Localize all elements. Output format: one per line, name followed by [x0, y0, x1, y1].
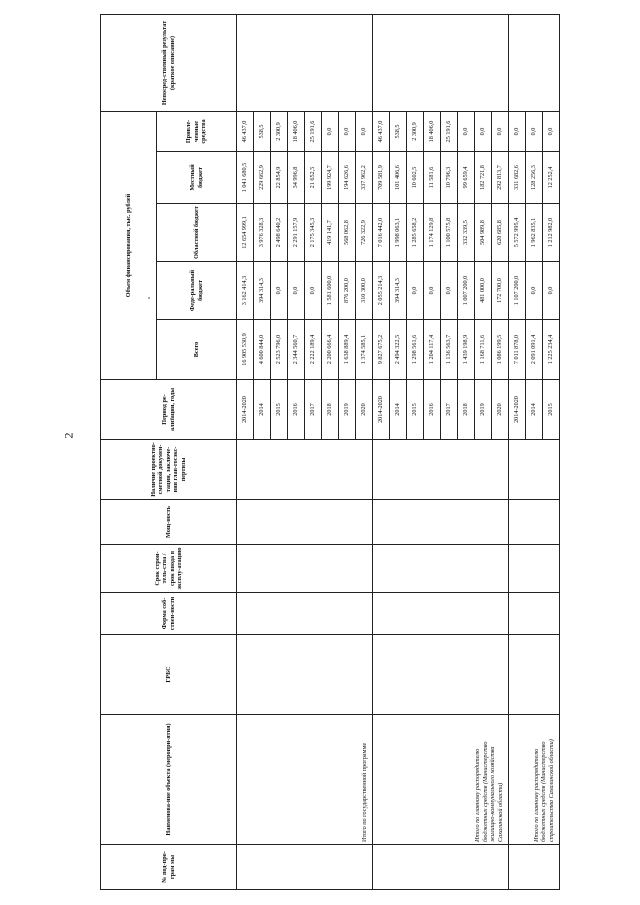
- table-row: [237, 14, 254, 889]
- docs-cell: [509, 440, 560, 500]
- period-cell: 2016: [288, 380, 305, 440]
- period-cell: 2014: [390, 380, 407, 440]
- result-cell: [237, 14, 373, 111]
- regional-cell: 726 322,9: [356, 204, 373, 262]
- local-cell: 10 796,3: [441, 152, 458, 204]
- total-cell: 2 200 666,4: [322, 320, 339, 380]
- regional-cell: 1 212 982,0: [543, 204, 560, 262]
- regional-cell: 3 976 328,3: [254, 204, 271, 262]
- total-cell: 1 638 889,4: [339, 320, 356, 380]
- federal-cell: 1 107 200,0: [509, 262, 526, 320]
- federal-cell: 3 162 414,3: [237, 262, 254, 320]
- total-cell: 9 827 675,2: [373, 320, 390, 380]
- num-cell: [509, 845, 560, 890]
- regional-cell: 419 141,7: [322, 204, 339, 262]
- attracted-cell: 46 437,0: [237, 111, 254, 151]
- header-period: Период ре-ализации, годы: [101, 380, 237, 440]
- local-cell: 199 924,7: [322, 152, 339, 204]
- period-cell: 2017: [305, 380, 322, 440]
- form-cell: [237, 593, 373, 635]
- header-ownership: Форма соб-ствен-ности: [101, 593, 237, 635]
- regional-cell: 2 498 640,2: [271, 204, 288, 262]
- header-term: Срок строи-тель-ства / срок ввода в эксплу-атацию: [101, 545, 237, 593]
- attracted-cell: 0,0: [475, 111, 492, 151]
- period-cell: 2015: [543, 380, 560, 440]
- total-cell: 1 225 234,4: [543, 320, 560, 380]
- local-cell: 709 581,9: [373, 152, 390, 204]
- total-cell: 2 494 322,5: [390, 320, 407, 380]
- grbs-cell: [509, 635, 560, 715]
- page-number: 2: [61, 432, 76, 439]
- group-label: Итого по государственной программе: [237, 715, 373, 845]
- num-cell: [373, 845, 509, 890]
- form-cell: [373, 593, 509, 635]
- regional-cell: 620 685,8: [492, 204, 509, 262]
- period-cell: 2020: [356, 380, 373, 440]
- federal-cell: 0,0: [305, 262, 322, 320]
- period-cell: 2017: [441, 380, 458, 440]
- federal-cell: 0,0: [271, 262, 288, 320]
- federal-cell: 1 007 200,0: [458, 262, 475, 320]
- total-cell: 1 374 585,1: [356, 320, 373, 380]
- regional-cell: 1 962 835,1: [526, 204, 543, 262]
- federal-cell: 310 300,0: [356, 262, 373, 320]
- attracted-cell: 0,0: [458, 111, 475, 151]
- table-row: [509, 14, 526, 889]
- federal-cell: 481 000,0: [475, 262, 492, 320]
- total-cell: 1 204 117,4: [424, 320, 441, 380]
- docs-cell: [237, 440, 373, 500]
- regional-cell: 12 654 999,1: [237, 204, 254, 262]
- local-cell: 128 256,3: [526, 152, 543, 204]
- period-cell: 2014: [526, 380, 543, 440]
- regional-cell: 5 572 995,4: [509, 204, 526, 262]
- attracted-cell: 0,0: [339, 111, 356, 151]
- attracted-cell: 2 300,9: [271, 111, 288, 151]
- regional-cell: 568 062,8: [339, 204, 356, 262]
- federal-cell: 0,0: [526, 262, 543, 320]
- total-cell: 16 905 530,9: [237, 320, 254, 380]
- local-cell: 34 996,8: [288, 152, 305, 204]
- header-funding: Объем финансирования, тыс. рублей: [101, 111, 157, 379]
- regional-cell: 2 291 157,9: [288, 204, 305, 262]
- local-cell: 12 252,4: [543, 152, 560, 204]
- total-cell: 1 439 198,9: [458, 320, 475, 380]
- local-cell: 182 721,8: [475, 152, 492, 204]
- total-cell: 1 168 711,6: [475, 320, 492, 380]
- attracted-cell: 0,0: [322, 111, 339, 151]
- regional-cell: 332 339,5: [458, 204, 475, 262]
- attracted-cell: 0,0: [492, 111, 509, 151]
- attracted-cell: 25 191,6: [441, 111, 458, 151]
- attracted-cell: 0,0: [356, 111, 373, 151]
- period-cell: 2018: [322, 380, 339, 440]
- federal-cell: 0,0: [424, 262, 441, 320]
- local-cell: 10 602,5: [407, 152, 424, 204]
- federal-cell: 394 314,3: [254, 262, 271, 320]
- term-cell: [237, 545, 373, 593]
- total-cell: 7 011 878,0: [509, 320, 526, 380]
- result-cell: [373, 14, 509, 111]
- result-cell: [509, 14, 560, 111]
- group-label: Итого по главному распорядителю бюджетных средств (Министерство строительства Сахалинской области): [509, 715, 560, 845]
- local-cell: 194 626,6: [339, 152, 356, 204]
- period-cell: 2015: [271, 380, 288, 440]
- local-cell: 337 962,2: [356, 152, 373, 204]
- power-cell: [373, 500, 509, 545]
- total-cell: 1 086 199,5: [492, 320, 509, 380]
- header-local: Местный бюджет: [157, 152, 237, 204]
- local-cell: 229 662,9: [254, 152, 271, 204]
- attracted-cell: 25 191,6: [305, 111, 322, 151]
- power-cell: [237, 500, 373, 545]
- funding-table: [100, 14, 560, 890]
- total-cell: 2 091 091,4: [526, 320, 543, 380]
- period-cell: 2020: [492, 380, 509, 440]
- header-attracted: Привле-ченные средства: [157, 111, 237, 151]
- regional-cell: 504 989,8: [475, 204, 492, 262]
- header-num: № под-про-грам мы: [101, 845, 237, 890]
- header-total: Всего: [157, 320, 237, 380]
- rotated-table-page: [100, 15, 625, 890]
- period-cell: 2014: [254, 380, 271, 440]
- attracted-cell: 2 300,9: [407, 111, 424, 151]
- local-cell: 21 652,5: [305, 152, 322, 204]
- regional-cell: 1 998 063,1: [390, 204, 407, 262]
- form-cell: [509, 593, 560, 635]
- attracted-cell: 538,5: [254, 111, 271, 151]
- header-docs: Наличие проектно-сметной докумен-тации, заключе-ния глав-госэкс-пертизы: [101, 440, 237, 500]
- header-power: Мощ-ность: [101, 500, 237, 545]
- attracted-cell: 538,5: [390, 111, 407, 151]
- attracted-cell: 46 437,0: [373, 111, 390, 151]
- local-cell: 22 854,9: [271, 152, 288, 204]
- regional-cell: 1 174 129,8: [424, 204, 441, 262]
- local-cell: 101 406,6: [390, 152, 407, 204]
- federal-cell: 0,0: [407, 262, 424, 320]
- grbs-cell: [373, 635, 509, 715]
- period-cell: 2014-2020: [373, 380, 390, 440]
- period-cell: 2018: [458, 380, 475, 440]
- period-cell: 2019: [475, 380, 492, 440]
- num-cell: [237, 845, 373, 890]
- federal-cell: 0,0: [441, 262, 458, 320]
- group-label: Итого по главному распорядителю бюджетных средств (Министерство жилищно-коммунального хозяйства Сахалинской области): [373, 715, 509, 845]
- federal-cell: 2 055 214,3: [373, 262, 390, 320]
- header-federal: Феде-ральный бюджет: [157, 262, 237, 320]
- regional-cell: 2 175 345,3: [305, 204, 322, 262]
- local-cell: 11 581,6: [424, 152, 441, 204]
- regional-cell: 1 100 575,8: [441, 204, 458, 262]
- attracted-cell: 18 406,0: [424, 111, 441, 151]
- term-cell: [509, 545, 560, 593]
- total-cell: 1 136 563,7: [441, 320, 458, 380]
- local-cell: 292 813,7: [492, 152, 509, 204]
- header-grbs: ГРБС: [101, 635, 237, 715]
- period-cell: 2014-2020: [237, 380, 254, 440]
- attracted-cell: 0,0: [509, 111, 526, 151]
- local-cell: 99 659,4: [458, 152, 475, 204]
- header-regional: Областной бюджет: [157, 204, 237, 262]
- local-cell: 331 682,6: [509, 152, 526, 204]
- period-cell: 2015: [407, 380, 424, 440]
- term-cell: [373, 545, 509, 593]
- total-cell: 2 222 189,4: [305, 320, 322, 380]
- total-cell: 1 298 561,6: [407, 320, 424, 380]
- federal-cell: 172 700,0: [492, 262, 509, 320]
- federal-cell: 0,0: [288, 262, 305, 320]
- docs-cell: [373, 440, 509, 500]
- total-cell: 2 523 796,0: [271, 320, 288, 380]
- period-cell: 2014-2020: [509, 380, 526, 440]
- attracted-cell: 0,0: [543, 111, 560, 151]
- federal-cell: 394 314,3: [390, 262, 407, 320]
- total-cell: 2 344 560,7: [288, 320, 305, 380]
- total-cell: 4 600 844,0: [254, 320, 271, 380]
- period-cell: 2016: [424, 380, 441, 440]
- attracted-cell: 18 406,0: [288, 111, 305, 151]
- header-name: Наименова-ние объекта (меропри-ятия): [101, 715, 237, 845]
- header-result: Непосред-ственный результат (краткое описание): [101, 14, 237, 111]
- regional-cell: 7 016 442,0: [373, 204, 390, 262]
- regional-cell: 1 285 658,2: [407, 204, 424, 262]
- table-row: [373, 14, 390, 889]
- federal-cell: 0,0: [543, 262, 560, 320]
- attracted-cell: 0,0: [526, 111, 543, 151]
- grbs-cell: [237, 635, 373, 715]
- power-cell: [509, 500, 560, 545]
- federal-cell: 876 200,0: [339, 262, 356, 320]
- period-cell: 2019: [339, 380, 356, 440]
- local-cell: 1 041 680,5: [237, 152, 254, 204]
- federal-cell: 1 581 600,0: [322, 262, 339, 320]
